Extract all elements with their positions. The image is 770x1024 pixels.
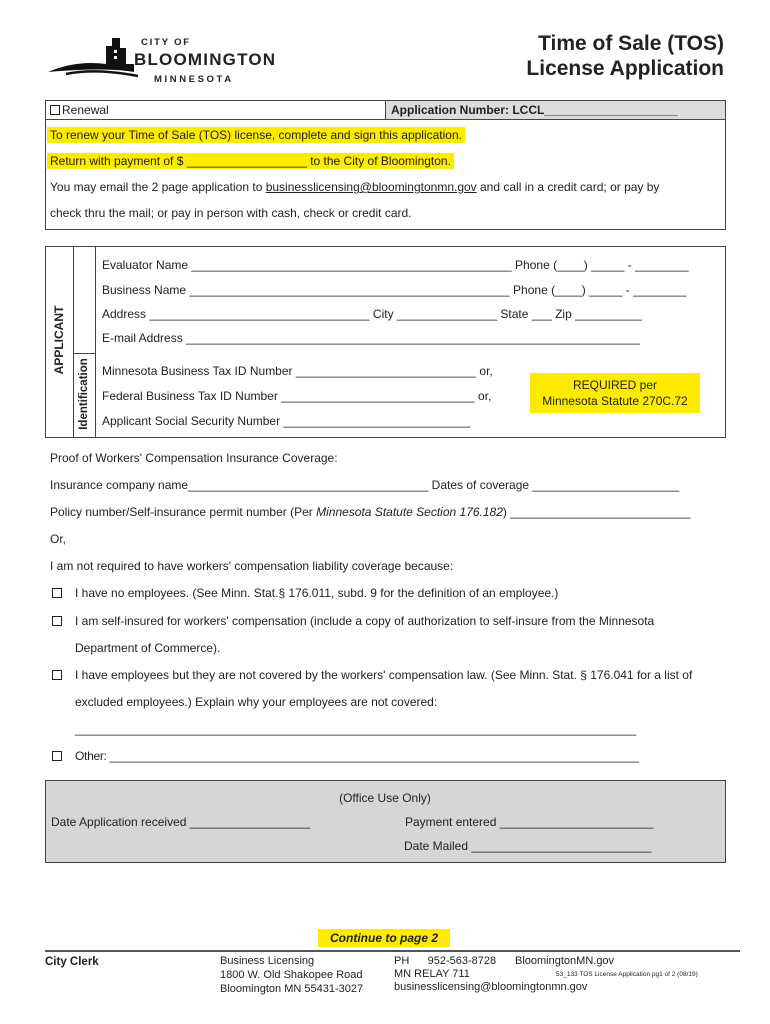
return-note: Return with payment of $ __________________ to the City of Bloomington.: [47, 153, 454, 169]
applicant-side-label: APPLICANT: [52, 305, 66, 375]
not-required-statement: I am not required to have workers' compensation liability coverage because:: [50, 559, 454, 573]
not-covered-checkbox[interactable]: [52, 670, 62, 680]
id-side-divider: [95, 246, 96, 438]
self-insured-label-line1: I am self-insured for workers' compensation (include a copy of authorization to self-insure from the Minnesota: [75, 614, 655, 628]
business-name-field[interactable]: Business Name ________________________________________________ Phone (____) _____ - ________: [102, 283, 687, 297]
city-logo: [46, 30, 276, 96]
application-number-label: Application Number: LCCL____________________: [391, 103, 678, 117]
applicant-side-divider: [73, 246, 74, 438]
page-title-line1: Time of Sale (TOS): [538, 32, 724, 55]
renewal-label: Renewal: [62, 103, 109, 117]
self-insured-label-line2: Department of Commerce).: [75, 641, 221, 655]
email-post-text: and call in a credit card; or pay by: [476, 180, 660, 194]
no-employees-label: I have no employees. (See Minn. Stat.§ 176.011, subd. 9 for the definition of an employee.): [75, 586, 559, 600]
evaluator-name-field[interactable]: Evaluator Name ________________________________________________ Phone (____) _____ - ________: [102, 258, 689, 272]
email-pre-text: You may email the 2 page application to: [50, 180, 266, 194]
identification-side-label: Identification: [78, 358, 90, 430]
insurance-company-field[interactable]: Insurance company name____________________________________ Dates of coverage ______________________: [50, 478, 680, 492]
page-title-line2: License Application: [526, 57, 724, 80]
footer-city-zip: Bloomington MN 55431-3027: [220, 983, 364, 995]
address-field[interactable]: Address _________________________________ City _______________ State ___ Zip __________: [102, 307, 642, 321]
proof-heading: Proof of Workers' Compensation Insurance Coverage:: [50, 451, 338, 465]
city-clerk-label: City Clerk: [45, 956, 99, 968]
footer-website[interactable]: BloomingtonMN.gov: [515, 955, 615, 967]
footer-dept: Business Licensing: [220, 955, 315, 967]
policy-post: ) ___________________________: [502, 505, 691, 519]
logo-city-of: CITY OF: [141, 37, 191, 48]
not-covered-label-line2: excluded employees.) Explain why your employees are not covered:: [75, 695, 438, 709]
office-use-heading: (Office Use Only): [339, 791, 431, 805]
explanation-field[interactable]: ________________________________________________________________________________________: [75, 722, 636, 736]
footer-phone: PH 952-563-8728: [394, 955, 497, 967]
other-checkbox[interactable]: [52, 751, 62, 761]
policy-statute: Minnesota Statute Section 176.182: [316, 505, 503, 519]
email-instructions-line1: [50, 180, 659, 194]
date-mailed-field[interactable]: Date Mailed ___________________________: [404, 839, 652, 853]
payment-entered-field[interactable]: Payment entered _______________________: [405, 815, 654, 829]
email-instructions-line2: check thru the mail; or pay in person with cash, check or credit card.: [50, 206, 412, 220]
date-received-field[interactable]: Date Application received __________________: [51, 815, 310, 829]
logo-minnesota: MINNESOTA: [154, 74, 234, 85]
email-link[interactable]: businesslicensing@bloomingtonmn.gov: [265, 180, 477, 194]
logo-bloomington: BLOOMINGTON: [134, 50, 277, 69]
email-field[interactable]: E-mail Address ____________________________________________________________________: [102, 331, 640, 345]
footer-rule: [45, 950, 740, 952]
form-id: 53_133 TOS License Application pg1 of 2 (08/19): [556, 971, 698, 978]
policy-number-field[interactable]: [50, 505, 690, 519]
renew-note: To renew your Time of Sale (TOS) license, complete and sign this application.: [47, 127, 465, 143]
no-employees-checkbox[interactable]: [52, 588, 62, 598]
other-field[interactable]: Other: ___________________________________________________________________________________: [75, 749, 639, 763]
required-line1: REQUIRED per: [572, 378, 658, 392]
or-label: Or,: [50, 532, 67, 546]
required-line2: Minnesota Statute 270C.72: [542, 394, 688, 408]
continue-badge: Continue to page 2: [318, 929, 450, 947]
not-covered-label-line1: I have employees but they are not covered by the workers' compensation law. (See Minn. Stat. § 176.041 for a list of: [75, 668, 693, 682]
footer-relay: MN RELAY 711: [394, 968, 470, 980]
required-badge: [530, 373, 700, 413]
renewal-checkbox[interactable]: [50, 105, 60, 115]
policy-pre: Policy number/Self-insurance permit number (Per: [50, 505, 317, 519]
skyline-logo-icon: [46, 34, 146, 78]
fed-tax-id-field[interactable]: Federal Business Tax ID Number _____________________________ or,: [102, 389, 492, 403]
footer-email[interactable]: businesslicensing@bloomingtonmn.gov: [394, 981, 588, 993]
id-top-divider: [74, 353, 95, 354]
ssn-field[interactable]: Applicant Social Security Number ____________________________: [102, 414, 471, 428]
self-insured-checkbox[interactable]: [52, 616, 62, 626]
mn-tax-id-field[interactable]: Minnesota Business Tax ID Number ___________________________ or,: [102, 364, 493, 378]
footer-street: 1800 W. Old Shakopee Road: [220, 969, 363, 981]
